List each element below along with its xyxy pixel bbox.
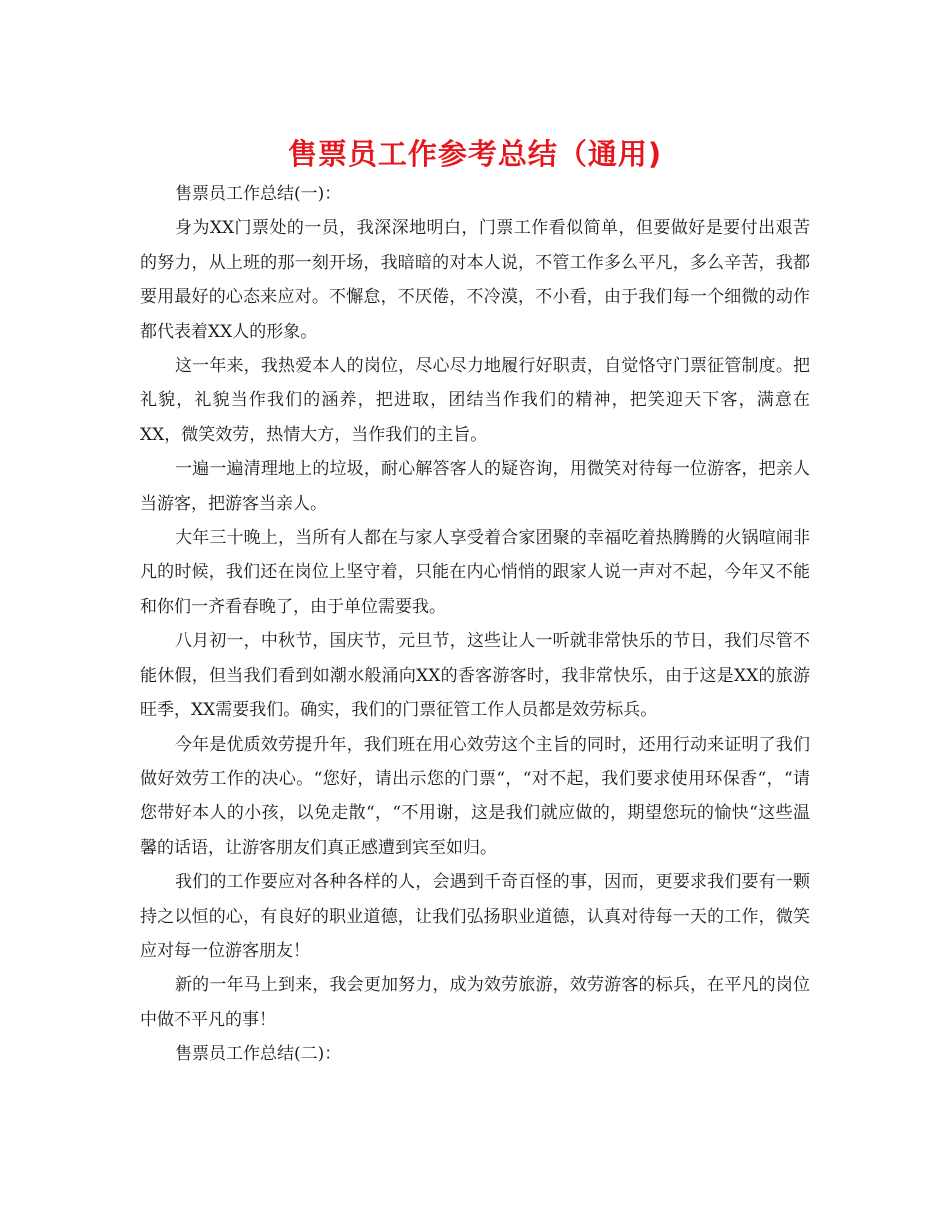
- section-heading-two: 售票员工作总结(二)：: [175, 1044, 342, 1065]
- paragraph: 这一年来，我热爱本人的岗位，尽心尽力地履行好职责，自觉恪守门票征管制度。把礼貌，礼貌当作我们的涵养，把进取，团结当作我们的精神，把笑迎天下客，满意在XX，微笑效劳，热情大方，当作我们的主旨。: [140, 356, 810, 445]
- section-heading-one: 售票员工作总结(一)：: [175, 184, 342, 204]
- paragraph: 八月初一，中秋节，国庆节，元旦节，这些让人一听就非常快乐的节日，我们尽管不能休假，但当我们看到如潮水般涌向XX的香客游客时，我非常快乐，由于这是XX的旅游旺季，XX需要我们。确实，我们的门票征管工作人员都是效劳标兵。: [140, 631, 810, 721]
- paragraph: 大年三十晚上，当所有人都在与家人享受着合家团聚的幸福吃着热腾腾的火锅喧闹非凡的时候，我们还在岗位上坚守着，只能在内心悄悄的跟家人说一声对不起，今年又不能和你们一齐看春晚了，由于单位需要我。: [140, 528, 810, 617]
- document-title: 售票员工作参考总结（通用): [287, 137, 663, 171]
- paragraph: 我们的工作要应对各种各样的人，会遇到千奇百怪的事，因而，更要求我们要有一颗持之以恒的心，有良好的职业道德，让我们弘扬职业道德，认真对待每一天的工作，微笑应对每一位游客朋友！: [140, 872, 810, 961]
- paragraph: 新的一年马上到来，我会更加努力，成为效劳旅游，效劳游客的标兵，在平凡的岗位中做不平凡的事！: [140, 975, 810, 1030]
- paragraph: 今年是优质效劳提升年，我们班在用心效劳这个主旨的同时，还用行动来证明了我们做好效劳工作的决心。“您好，请出示您的门票“，“对不起，我们要求使用环保香“，“请您带好本人的小孩，以免走散“，“不用谢，这是我们就应做的，期望您玩的愉快“这些温馨的话语，让游客朋友们真正感遭到宾至如归。: [140, 734, 810, 858]
- paragraph: 身为XX门票处的一员，我深深地明白，门票工作看似简单，但要做好是要付出艰苦的努力，从上班的那一刻开场，我暗暗的对本人说，不管工作多么平凡，多么辛苦，我都要用最好的心态来应对。不懈怠，不厌倦，不冷漠，不小看，由于我们每一个细微的动作都代表着XX人的形象。: [140, 218, 810, 342]
- paragraph: 一遍一遍清理地上的垃圾，耐心解答客人的疑咨询，用微笑对待每一位游客，把亲人当游客，把游客当亲人。: [140, 459, 810, 514]
- document-body: [140, 177, 810, 1072]
